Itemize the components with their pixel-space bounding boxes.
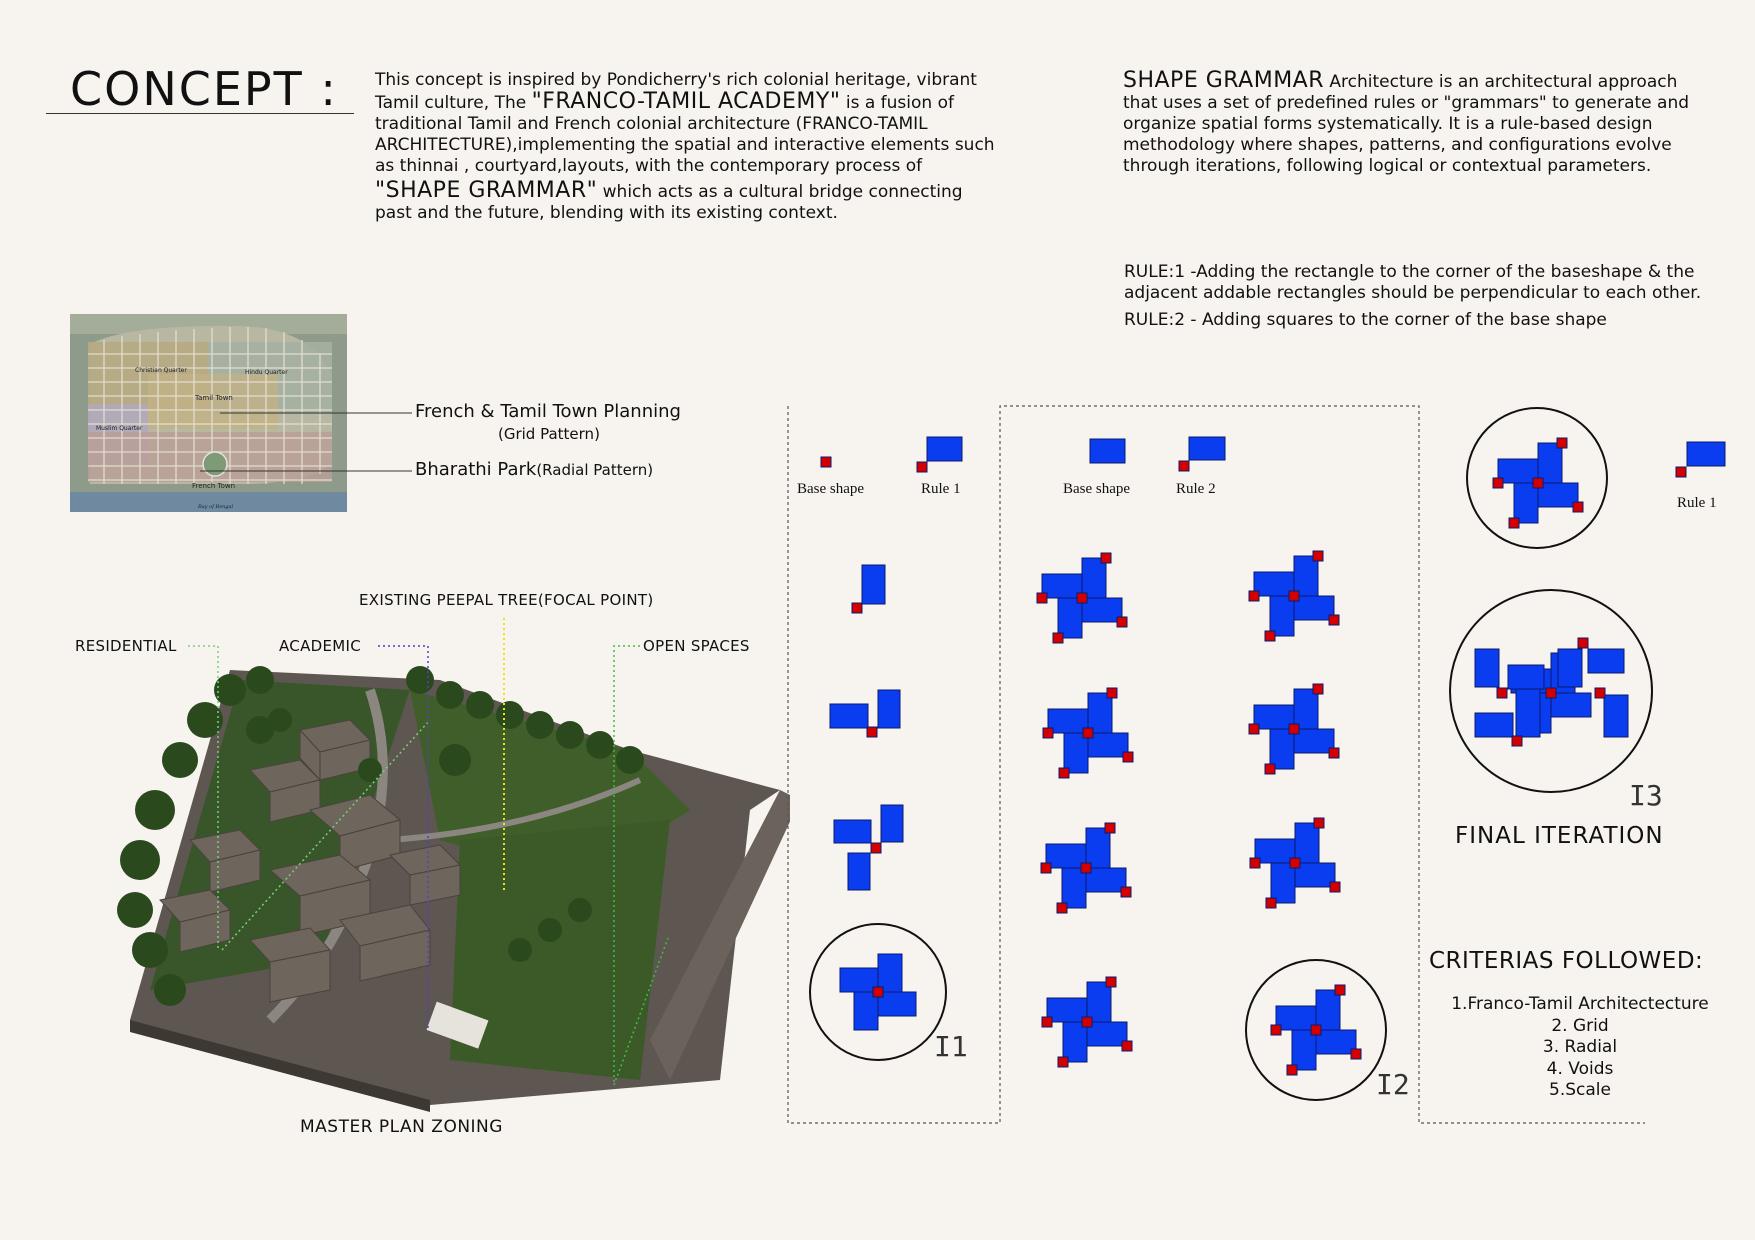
sg-line-2: that uses a set of predefined rules or "grammars" to generate and: [1123, 93, 1690, 113]
red-square: [1512, 736, 1522, 746]
concept-line-6b: which acts as a cultural bridge connecting: [597, 182, 963, 202]
blue-rectangle: [881, 805, 903, 842]
i2-rule-label: Rule 2: [1176, 481, 1216, 497]
concept-line-2c: is a fusion of: [840, 93, 954, 113]
label-residential: RESIDENTIAL: [75, 637, 177, 655]
criteria-item: 2. Grid: [1551, 1015, 1609, 1036]
blue-rectangle: [1294, 729, 1334, 753]
blue-rectangle: [854, 992, 878, 1030]
red-square: [1573, 502, 1583, 512]
blue-rectangle: [1063, 1022, 1087, 1062]
red-square: [1290, 858, 1300, 868]
red-square: [1077, 593, 1087, 603]
blue-rectangle: [1295, 863, 1335, 887]
blue-rectangle: [1508, 665, 1544, 689]
red-square: [1053, 633, 1063, 643]
red-square: [1105, 823, 1115, 833]
blue-rectangle: [1086, 868, 1126, 892]
red-square: [1249, 591, 1259, 601]
red-square: [1122, 1041, 1132, 1051]
sg-line-5: through iterations, following logical or contextual parameters.: [1123, 156, 1652, 176]
concept-line-3: traditional Tamil and French colonial architecture (FRANCO-TAMIL: [375, 114, 928, 134]
red-square: [1250, 858, 1260, 868]
blue-rectangle: [1498, 459, 1538, 483]
concept-line-2a: Tamil culture, The: [375, 93, 532, 113]
blue-rectangle: [1604, 695, 1628, 737]
red-square: [1082, 1017, 1092, 1027]
blue-rectangle: [1475, 713, 1513, 737]
blue-rectangle: [1042, 574, 1082, 598]
red-square: [821, 457, 831, 467]
label-grid-pattern: (Grid Pattern): [498, 425, 600, 443]
red-square: [1311, 1025, 1321, 1035]
i2-base-shape-label: Base shape: [1063, 481, 1131, 497]
label-academic: ACADEMIC: [279, 637, 361, 655]
red-square: [1329, 615, 1339, 625]
red-square: [1313, 551, 1323, 561]
blue-rectangle: [1558, 649, 1582, 687]
i2-tag: I2: [1376, 1068, 1410, 1101]
red-square: [1121, 887, 1131, 897]
red-square: [1493, 478, 1503, 488]
red-square: [1043, 728, 1053, 738]
blue-rectangle: [1254, 705, 1294, 729]
blue-rectangle: [1551, 693, 1591, 717]
red-square: [1106, 977, 1116, 987]
blue-rectangle: [862, 565, 885, 604]
blue-rectangle: [1294, 556, 1318, 596]
red-square: [1546, 688, 1556, 698]
label-radial-pattern: (Radial Pattern): [536, 461, 654, 479]
concept-line-5: as thinnai , courtyard,layouts, with the contemporary process of: [375, 156, 923, 176]
blue-rectangle: [878, 954, 902, 992]
sg-line-3: organize spatial forms systematically. It is a rule-based design: [1123, 114, 1653, 134]
concept-line-1: This concept is inspired by Pondicherry's rich colonial heritage, vibrant: [375, 70, 977, 90]
red-square: [1101, 553, 1111, 563]
blue-rectangle: [1046, 844, 1086, 868]
blue-rectangle: [1276, 1006, 1316, 1030]
blue-rectangle: [1514, 483, 1538, 523]
red-square: [1083, 728, 1093, 738]
blue-rectangle: [1538, 483, 1578, 507]
red-square: [1057, 903, 1067, 913]
red-square: [873, 987, 883, 997]
red-square: [852, 603, 862, 613]
red-square: [1557, 438, 1567, 448]
blue-rectangle: [1058, 598, 1082, 638]
red-square: [1265, 631, 1275, 641]
concept-title: CONCEPT :: [70, 62, 338, 116]
map-christian-quarter: Christian Quarter: [135, 367, 187, 374]
blue-rectangle: [1294, 689, 1318, 729]
criteria-item: 5.Scale: [1549, 1080, 1611, 1100]
red-square: [1041, 863, 1051, 873]
criteria-item: 1.Franco-Tamil Architectecture: [1451, 994, 1709, 1014]
red-square: [867, 727, 877, 737]
red-square: [1287, 1065, 1297, 1075]
red-square: [1265, 764, 1275, 774]
rule-1-line-2: adjacent addable rectangles should be perpendicular to each other.: [1124, 283, 1702, 303]
red-square: [1351, 1049, 1361, 1059]
blue-rectangle: [1295, 823, 1319, 863]
master-plan-title: MASTER PLAN ZONING: [300, 1117, 503, 1137]
i1-rule-label: Rule 1: [921, 481, 961, 497]
red-square: [1595, 688, 1605, 698]
red-square: [1081, 863, 1091, 873]
red-square: [1037, 593, 1047, 603]
blue-rectangle: [1294, 596, 1334, 620]
label-peepal-tree: EXISTING PEEPAL TREE(FOCAL POINT): [359, 591, 654, 609]
criteria-title: CRITERIAS FOLLOWED:: [1429, 948, 1704, 974]
map-french-town: French Town: [192, 482, 236, 490]
sg-line-1b: Architecture is an architectural approach: [1324, 72, 1678, 92]
map-bay-of-bengal: Bay of Bengal: [198, 504, 234, 510]
blue-rectangle: [1271, 863, 1295, 903]
i3-rule-label: Rule 1: [1677, 495, 1717, 511]
blue-rectangle: [1316, 990, 1340, 1030]
blue-rectangle: [1086, 828, 1110, 868]
i1-base-shape-label: Base shape: [797, 481, 865, 497]
criteria-item: 4. Voids: [1546, 1058, 1614, 1079]
blue-rectangle: [1687, 442, 1725, 466]
blue-rectangle: [1082, 598, 1122, 622]
blue-rectangle: [1538, 443, 1562, 483]
red-square: [1329, 748, 1339, 758]
red-square: [1123, 752, 1133, 762]
criteria-list: [1430, 994, 1730, 1102]
i1-tag: I1: [934, 1030, 968, 1063]
blue-rectangle: [1254, 572, 1294, 596]
red-square: [871, 843, 881, 853]
blue-rectangle: [1062, 868, 1086, 908]
red-square: [1509, 518, 1519, 528]
blue-rectangle: [1090, 439, 1125, 463]
blue-rectangle: [878, 992, 916, 1016]
blue-rectangle: [1064, 733, 1088, 773]
red-square: [1330, 882, 1340, 892]
map-hindu-quarter: Hindu Quarter: [245, 369, 288, 376]
red-square: [1289, 591, 1299, 601]
red-square: [1497, 688, 1507, 698]
blue-rectangle: [1316, 1030, 1356, 1054]
concept-line-4: ARCHITECTURE),implementing the spatial and interactive elements such: [375, 135, 995, 155]
blue-rectangle: [1047, 998, 1087, 1022]
red-square: [1533, 478, 1543, 488]
blue-rectangle: [1475, 649, 1499, 687]
red-square: [1335, 985, 1345, 995]
red-square: [1578, 638, 1588, 648]
red-square: [1271, 1025, 1281, 1035]
blue-rectangle: [840, 968, 878, 992]
red-square: [1117, 617, 1127, 627]
red-square: [917, 462, 927, 472]
final-iteration-label: FINAL ITERATION: [1455, 823, 1664, 849]
franco-tamil-academy-title: "FRANCO-TAMIL ACADEMY": [531, 89, 841, 114]
red-square: [1314, 818, 1324, 828]
rule-2-text: RULE:2 - Adding squares to the corner of the base shape: [1124, 310, 1607, 330]
blue-rectangle: [1048, 709, 1088, 733]
blue-rectangle: [1082, 558, 1106, 598]
red-square: [1676, 467, 1686, 477]
blue-rectangle: [834, 820, 871, 843]
red-square: [1289, 724, 1299, 734]
blue-rectangle: [1270, 729, 1294, 769]
shape-grammar-inline-title: "SHAPE GRAMMAR": [375, 178, 598, 203]
i3-tag: I3: [1629, 779, 1663, 812]
blue-rectangle: [1516, 689, 1540, 737]
concept-line-7: past and the future, blending with its existing context.: [375, 203, 838, 223]
red-square: [1249, 724, 1259, 734]
blue-rectangle: [1255, 839, 1295, 863]
blue-rectangle: [1087, 1022, 1127, 1046]
blue-rectangle: [927, 437, 962, 461]
red-square: [1107, 688, 1117, 698]
blue-rectangle: [830, 704, 868, 728]
red-square: [1042, 1017, 1052, 1027]
shape-grammar-heading: SHAPE GRAMMAR: [1123, 68, 1325, 93]
blue-rectangle: [1270, 596, 1294, 636]
blue-rectangle: [1292, 1030, 1316, 1070]
red-square: [1179, 461, 1189, 471]
sg-line-4: methodology where shapes, patterns, and configurations evolve: [1123, 135, 1672, 155]
map-muslim-quarter: Muslim Quarter: [96, 425, 143, 432]
label-open-spaces: OPEN SPACES: [643, 637, 750, 655]
blue-rectangle: [1087, 982, 1111, 1022]
blue-rectangle: [1588, 649, 1624, 673]
blue-rectangle: [848, 853, 870, 890]
rule-1-line-1: RULE:1 -Adding the rectangle to the corner of the baseshape & the: [1124, 262, 1695, 282]
red-square: [1058, 1057, 1068, 1067]
red-square: [1059, 768, 1069, 778]
blue-rectangle: [1088, 733, 1128, 757]
red-square: [1313, 684, 1323, 694]
red-square: [1266, 898, 1276, 908]
label-bharathi-park-name: Bharathi Park: [415, 459, 537, 480]
map-tamil-town: Tamil Town: [195, 394, 233, 402]
blue-rectangle: [878, 690, 900, 728]
blue-rectangle: [1189, 437, 1225, 460]
label-town-planning: French & Tamil Town Planning: [415, 401, 681, 422]
criteria-item: 3. Radial: [1542, 1037, 1618, 1057]
blue-rectangle: [1088, 693, 1112, 733]
